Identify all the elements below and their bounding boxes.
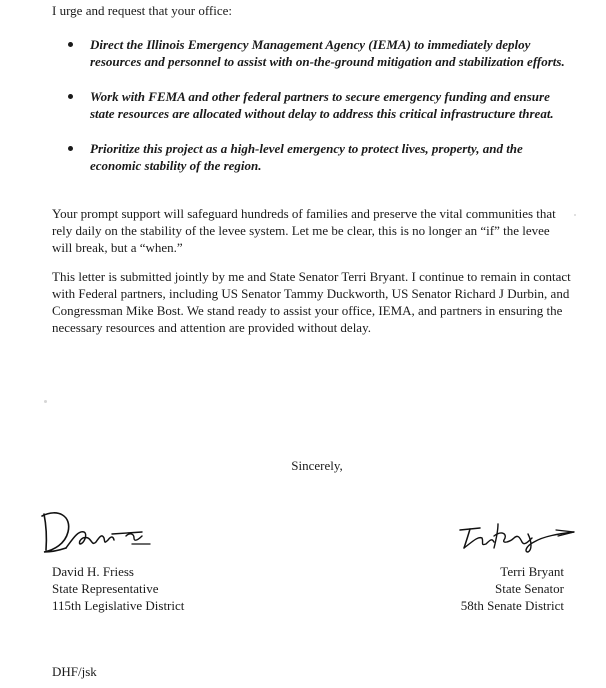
signer-name: Terri Bryant [500, 564, 564, 579]
signer-name: David H. Friess [52, 564, 134, 579]
request-list [68, 36, 568, 192]
bullet-dot-icon [68, 146, 73, 151]
signer-title: State Representative [52, 581, 159, 596]
intro-line: I urge and request that your office: [52, 3, 233, 18]
request-item [68, 140, 568, 174]
signer-district: 115th Legislative District [52, 598, 185, 613]
signer-block-left [52, 563, 184, 614]
typist-initials: DHF/jsk [52, 664, 97, 679]
request-item [68, 36, 568, 70]
request-item-text: Prioritize this project as a high-level emergency to protect lives, property, and the economic stability of the region. [90, 141, 523, 173]
bullet-dot-icon [68, 42, 73, 47]
signature-friess [38, 506, 158, 558]
signer-block-right [461, 563, 564, 614]
signature-bryant [458, 520, 578, 554]
request-item [68, 88, 568, 122]
signer-title: State Senator [495, 581, 564, 596]
scan-speck [44, 400, 47, 403]
scan-speck [574, 214, 576, 216]
joint-letter-paragraph: This letter is submitted jointly by me and State Senator Terri Bryant. I continue to remain in contact with Federal partners, including US Senator Tammy Duckworth, US Senator Richard J Durbin, and Congressman Mike Bost. We stand ready to assist your office, IEMA, and partners in ensuring the necessary resources and attention are provided without delay. [52, 269, 571, 335]
bullet-dot-icon [68, 94, 73, 99]
request-item-text: Direct the Illinois Emergency Management Agency (IEMA) to immediately deploy resources and personnel to assist with on-the-ground mitigation and stabilization efforts. [90, 37, 565, 69]
closing-salutation: Sincerely, [291, 458, 343, 473]
signer-district: 58th Senate District [460, 598, 564, 613]
request-item-text: Work with FEMA and other federal partners to secure emergency funding and ensure state resources are allocated without delay to address this critical infrastructure threat. [90, 89, 554, 121]
support-paragraph: Your prompt support will safeguard hundreds of families and preserve the vital communities that rely daily on the stability of the levee system. Let me be clear, this is no longer an “if” the levee will break, but a “when.” [52, 206, 556, 255]
